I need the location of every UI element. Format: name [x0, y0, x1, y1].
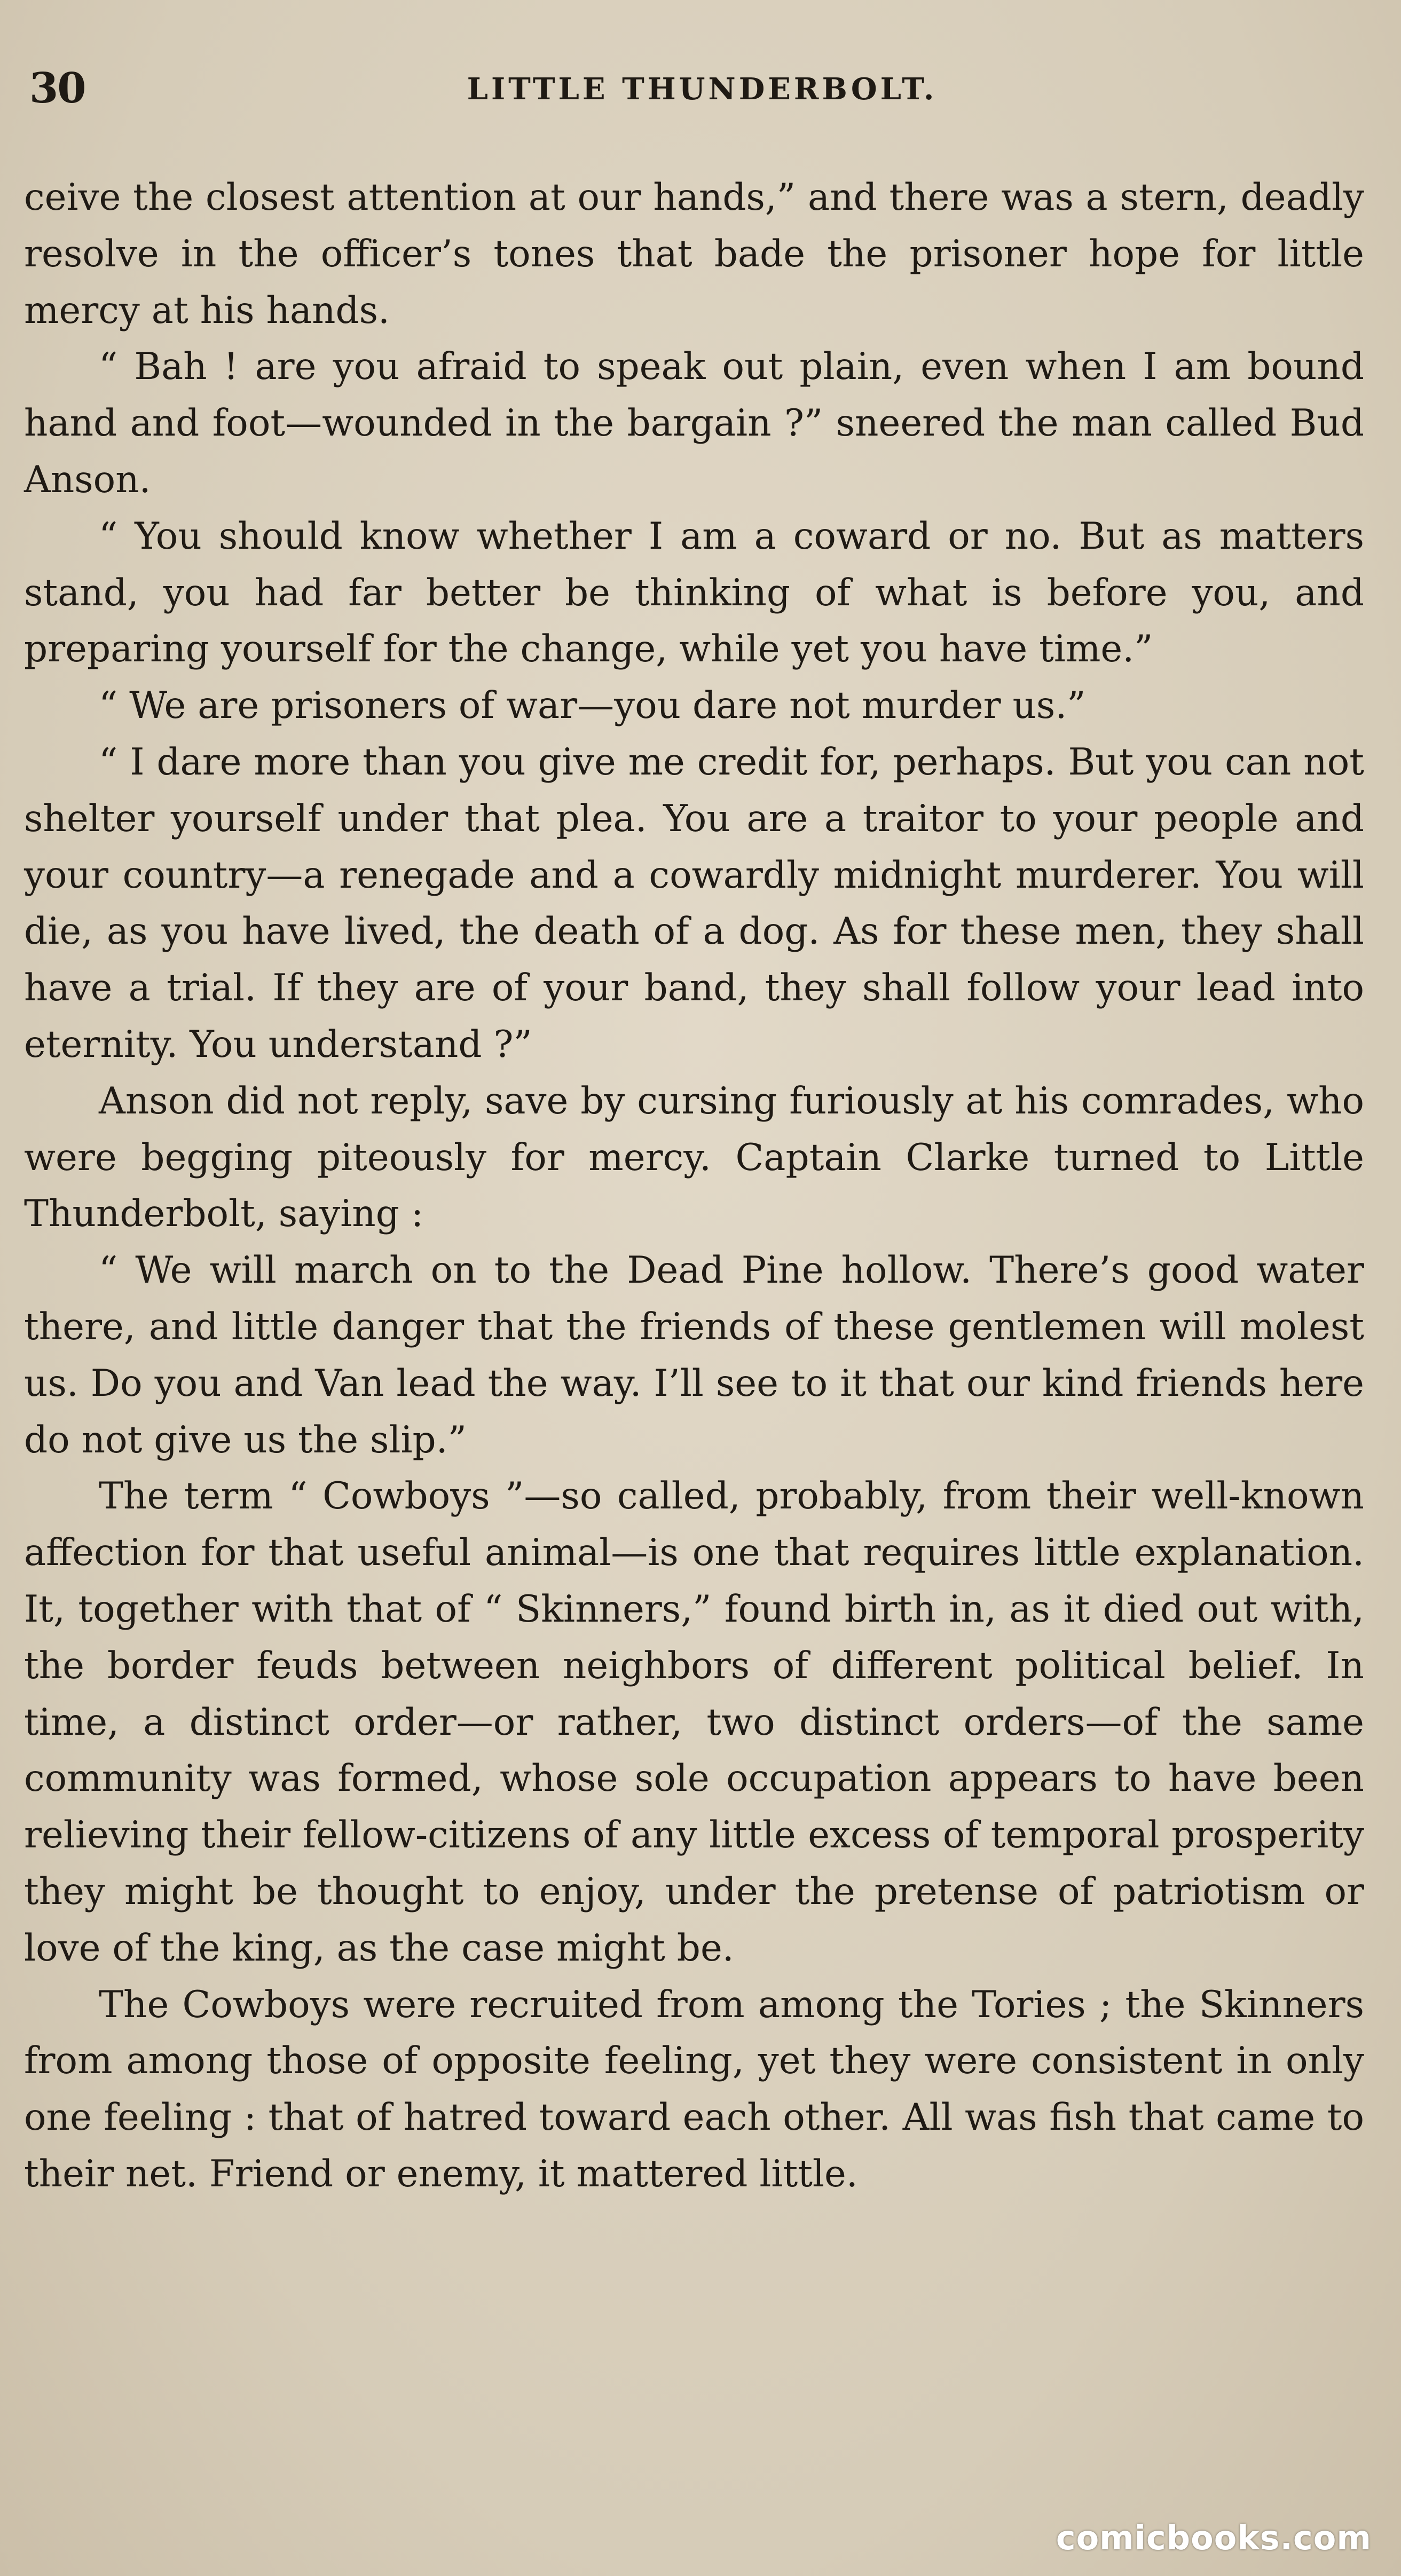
paragraph-9: The Cowboys were recruited from among the Tories ; the Skinners from among those of opposite feeling, yet they were consistent in only one feeling : that of hatred toward each other. All was fish that came to their net. Friend or enemy, it mattered little. — [24, 1983, 1364, 2195]
body-text — [24, 170, 1364, 2203]
paragraph-2: “ Bah ! are you afraid to speak out plain, even when I am bound hand and foot—wounded in the bargain ?” sneered the man called Bud Anson. — [24, 345, 1364, 501]
paragraph-5: “ I dare more than you give me credit for, perhaps. But you can not shelter yourself under that plea. You are a traitor to your people and your country—a renegade and a cowardly midnight murderer. You will die, as you have lived, the death of a dog. As for these men, they shall have a trial. If they are of your band, they shall follow your lead into eternity. You understand ?” — [24, 740, 1364, 1066]
page-header — [29, 64, 1375, 123]
paragraph-4: “ We are prisoners of war—you dare not murder us.” — [99, 684, 1086, 728]
paragraph-7: “ We will march on to the Dead Pine hollow. There’s good water there, and little danger that the friends of these gentlemen will molest us. Do you and Van lead the way. I’ll see to it that our kind friends here do not give us the slip.” — [24, 1249, 1364, 1461]
paragraph-3: “ You should know whether I am a coward or no. But as matters stand, you had far better be thinking of what is before you, and preparing yourself for the change, while yet you have time.” — [24, 515, 1364, 671]
paragraph-6: Anson did not reply, save by cursing furiously at his comrades, who were begging piteously for mercy. Captain Clarke turned to Little Thunderbolt, saying : — [24, 1079, 1364, 1236]
running-title: LITTLE THUNDERBOLT. — [467, 72, 938, 107]
paragraph-8: The term “ Cowboys ”—so called, probably, from their well-known affection for that useful animal—is one that requires little explanation. It, together with that of “ Skinners,” found birth in, as it died out with, the border feuds between neighbors of different political belief. In time, a distinct order—or rather, two distinct orders—of the same community was formed, whose sole occupation appears to have been relieving their fellow-citizens of any little excess of temporal prosperity they might be thought to enjoy, under the pretense of patriotism or love of the king, as the case might be. — [24, 1475, 1364, 1970]
paragraph-1: ceive the closest attention at our hands,” and there was a stern, deadly resolve in the officer’s tones that bade the prisoner hope for little mercy at his hands. — [24, 176, 1364, 332]
watermark: comicbooks.com — [1056, 2518, 1372, 2557]
page-number: 30 — [29, 64, 85, 113]
